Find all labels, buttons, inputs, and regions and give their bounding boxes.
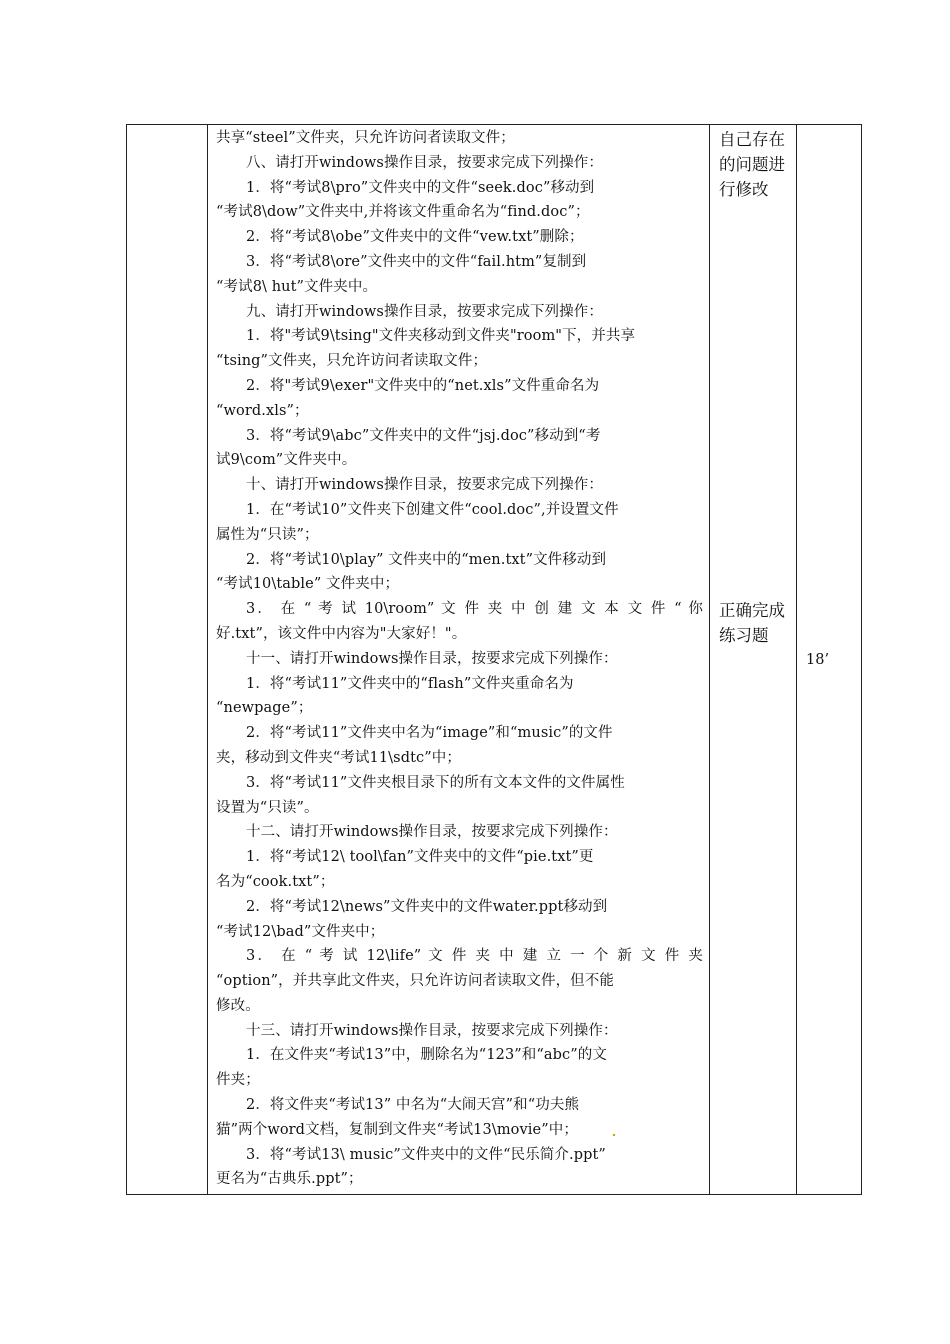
student-activity-middle (719, 598, 791, 648)
text-line: 十二、请打开windows操作目录，按要求完成下列操作： (246, 824, 618, 841)
text-line: “tsing”文件夹，只允许访问者读取文件； (216, 353, 488, 370)
text-line: 1．在文件夹“考试13”中，删除名为“123”和“abc”的文 (246, 1047, 607, 1064)
text-line: 十、请打开windows操作目录，按要求完成下列操作： (246, 477, 603, 494)
text-line: 1．在“考试10”文件夹下创建文件“cool.doc”,并设置文件 (246, 501, 619, 518)
text-line: 3．将“考试13\ music”文件夹中的文件“民乐简介.ppt” (246, 1146, 606, 1163)
text-line: 十三、请打开windows操作目录，按要求完成下列操作： (246, 1022, 618, 1039)
text-line: 2．将文件夹“考试13” 中名为“大闹天宫”和“功夫熊 (246, 1097, 580, 1114)
text-line: “考试8\ hut”文件夹中。 (216, 278, 378, 295)
text-line: 3．将“考试9\abc”文件夹中的文件“jsj.doc”移动到“考 (246, 427, 601, 444)
text-line: 3．将“考试11”文件夹根目录下的所有文本文件的文件属性 (246, 774, 625, 791)
text-line: 好.txt”，该文件中内容为"大家好！"。 (216, 625, 467, 642)
text-line: 2．将“考试11”文件夹中名为“image”和“music”的文件 (246, 725, 613, 742)
student-activity-top (719, 127, 791, 202)
text-line: 共享“steel”文件夹，只允许访问者读取文件； (216, 130, 515, 146)
text-line: 2．将“考试8\obe”文件夹中的文件“vew.txt”删除； (246, 229, 584, 246)
text-line: 2．将“考试10\play” 文件夹中的“men.txt”文件移动到 (246, 551, 607, 568)
text-line: 修改。 (216, 997, 260, 1014)
text-line: 名为“cook.txt”； (216, 873, 335, 890)
text-line: “考试12\bad”文件夹中； (216, 923, 385, 940)
text-line: 设置为“只读”。 (216, 799, 319, 816)
activity-line: 正确完成 (719, 601, 785, 620)
activity-line: 自己存在 (719, 130, 785, 149)
activity-line: 行修改 (719, 180, 769, 199)
text-line: 八、请打开windows操作目录，按要求完成下列操作： (246, 154, 603, 171)
text-line: “考试8\dow”文件夹中,并将该文件重命名为“find.doc”； (216, 204, 590, 221)
text-line: 件夹； (216, 1072, 260, 1089)
text-line: 3． 在 “ 考 试 10\room” 文 件 夹 中 创 建 文 本 文 件 “ 你 (246, 601, 703, 618)
text-line: 2．将“考试12\news”文件夹中的文件water.ppt移动到 (246, 898, 608, 915)
column-divider (207, 125, 208, 1194)
text-line: 1．将“考试8\pro”文件夹中的文件“seek.doc”移动到 (246, 179, 595, 196)
text-line: 猫”两个word文档，复制到文件夹“考试13\movie”中； (216, 1121, 578, 1138)
text-line: 1．将"考试9\tsing"文件夹移动到文件夹"room"下，并共享 (246, 328, 636, 345)
text-line: “考试10\table” 文件夹中； (216, 576, 400, 593)
text-line: 1．将“考试11”文件夹中的“flash”文件夹重命名为 (246, 675, 574, 692)
text-line: 试9\com”文件夹中。 (216, 452, 357, 469)
text-line: 九、请打开windows操作目录，按要求完成下列操作： (246, 303, 603, 320)
text-line: 3． 在 “ 考 试 12\life” 文 件 夹 中 建 立 一 个 新 文 件 夹 (246, 948, 703, 965)
text-line: “option”，并共享此文件夹，只允许访问者读取文件，但不能 (216, 973, 614, 990)
text-line: “newpage”； (216, 700, 313, 717)
column-divider (796, 125, 797, 1194)
text-line: 1．将“考试12\ tool\fan”文件夹中的文件“pie.txt”更 (246, 849, 594, 866)
activity-line: 练习题 (719, 626, 769, 645)
activity-line: 的问题进 (719, 155, 785, 174)
text-line: 夹，移动到文件夹“考试11\sdtc”中； (216, 749, 461, 766)
text-line: 属性为“只读”； (216, 526, 319, 543)
text-line: 更名为“古典乐.ppt”； (216, 1171, 363, 1188)
text-line: 2．将"考试9\exer"文件夹中的“net.xls”文件重命名为 (246, 377, 600, 394)
exercise-content (216, 126, 703, 1192)
column-divider (709, 125, 710, 1194)
text-line: 十一、请打开windows操作目录，按要求完成下列操作： (246, 650, 618, 667)
stray-mark (613, 1134, 615, 1136)
text-line: “word.xls”； (216, 402, 309, 419)
time-allocation: 18’ (806, 652, 830, 668)
text-line: 3．将“考试8\ore”文件夹中的文件“fail.htm”复制到 (246, 253, 587, 270)
